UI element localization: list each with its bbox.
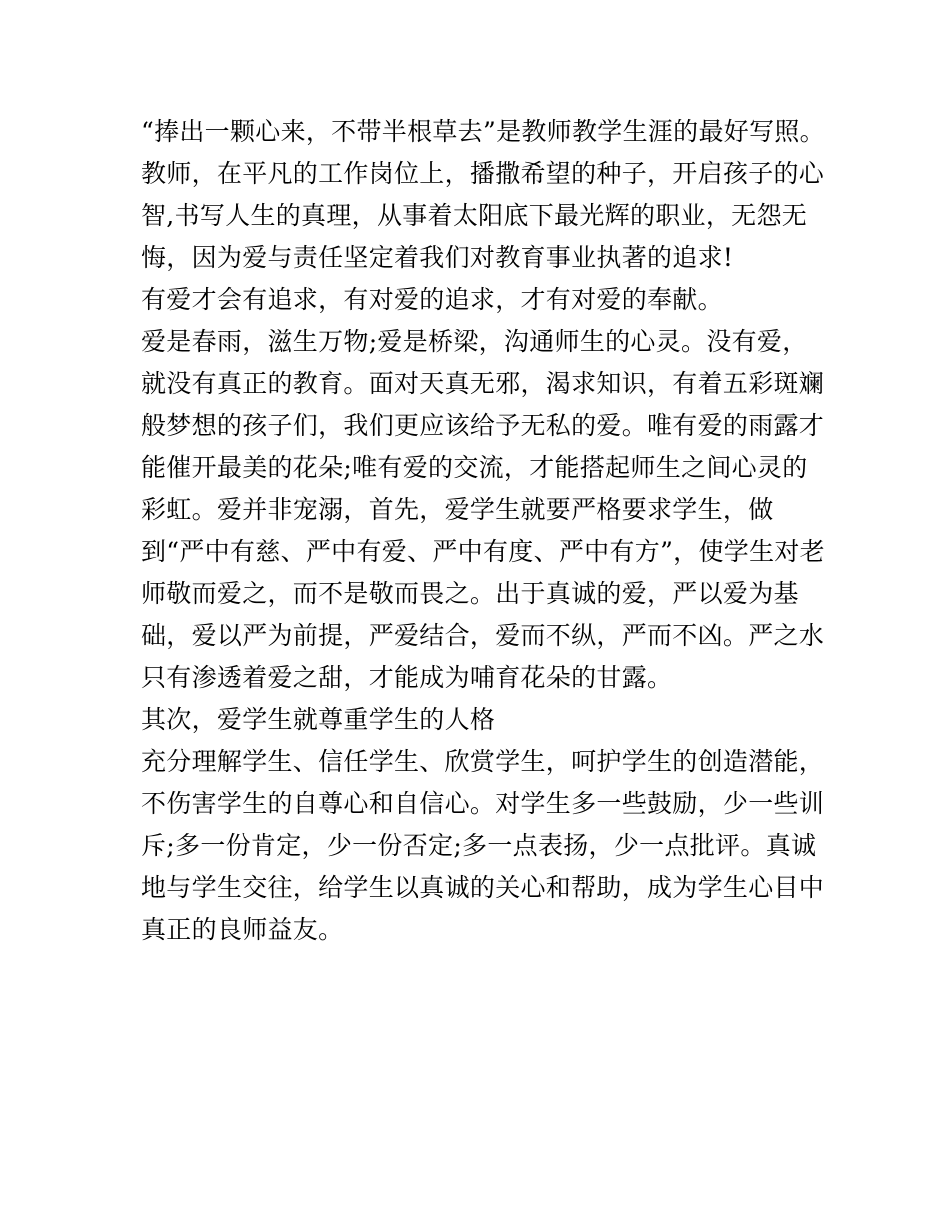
document-body (141, 111, 825, 951)
text-line: 就没有真正的教育。面对天真无邪，渴求知识，有着五彩斑斓 (141, 369, 825, 398)
text-line: 彩虹。爱并非宠溺，首先，爱学生就要严格要求学生，做 (141, 495, 774, 524)
text-line: 斥;多一份肯定，少一份否定;多一点表扬，少一点批评。真诚 (141, 831, 817, 860)
text-line: 充分理解学生、信任学生、欣赏学生，呵护学生的创造潜能， (141, 747, 825, 776)
text-line: 其次，爱学生就尊重学生的人格 (141, 705, 496, 734)
text-line: 爱是春雨，滋生万物;爱是桥梁，沟通师生的心灵。没有爱， (141, 327, 808, 356)
text-line: 智,书写人生的真理，从事着太阳底下最光辉的职业，无怨无 (141, 201, 808, 230)
text-line: 只有渗透着爱之甜，才能成为哺育花朵的甘露。 (141, 663, 673, 692)
text-line: 教师，在平凡的工作岗位上，播撒希望的种子，开启孩子的心 (141, 159, 825, 188)
text-line: “捧出一颗心来，不带半根草去”是教师教学生涯的最好写照。 (141, 117, 825, 146)
text-line: 能催开最美的花朵;唯有爱的交流，才能搭起师生之间心灵的 (141, 453, 808, 482)
text-line: 地与学生交往，给学生以真诚的关心和帮助，成为学生心目中 (141, 873, 825, 902)
text-line: 不伤害学生的自尊心和自信心。对学生多一些鼓励，少一些训 (141, 789, 825, 818)
text-line: 础，爱以严为前提，严爱结合，爱而不纵，严而不凶。严之水 (141, 621, 825, 650)
text-line: 悔，因为爱与责任坚定着我们对教育事业执著的追求! (141, 243, 734, 272)
text-line: 有爱才会有追求，有对爱的追求，才有对爱的奉献。 (141, 285, 723, 314)
text-line: 真正的良师益友。 (141, 915, 344, 944)
text-line: 师敬而爱之，而不是敬而畏之。出于真诚的爱，严以爱为基 (141, 579, 799, 608)
text-line: 到“严中有慈、严中有爱、严中有度、严中有方”，使学生对老 (141, 537, 825, 566)
text-line: 般梦想的孩子们，我们更应该给予无私的爱。唯有爱的雨露才 (141, 411, 825, 440)
